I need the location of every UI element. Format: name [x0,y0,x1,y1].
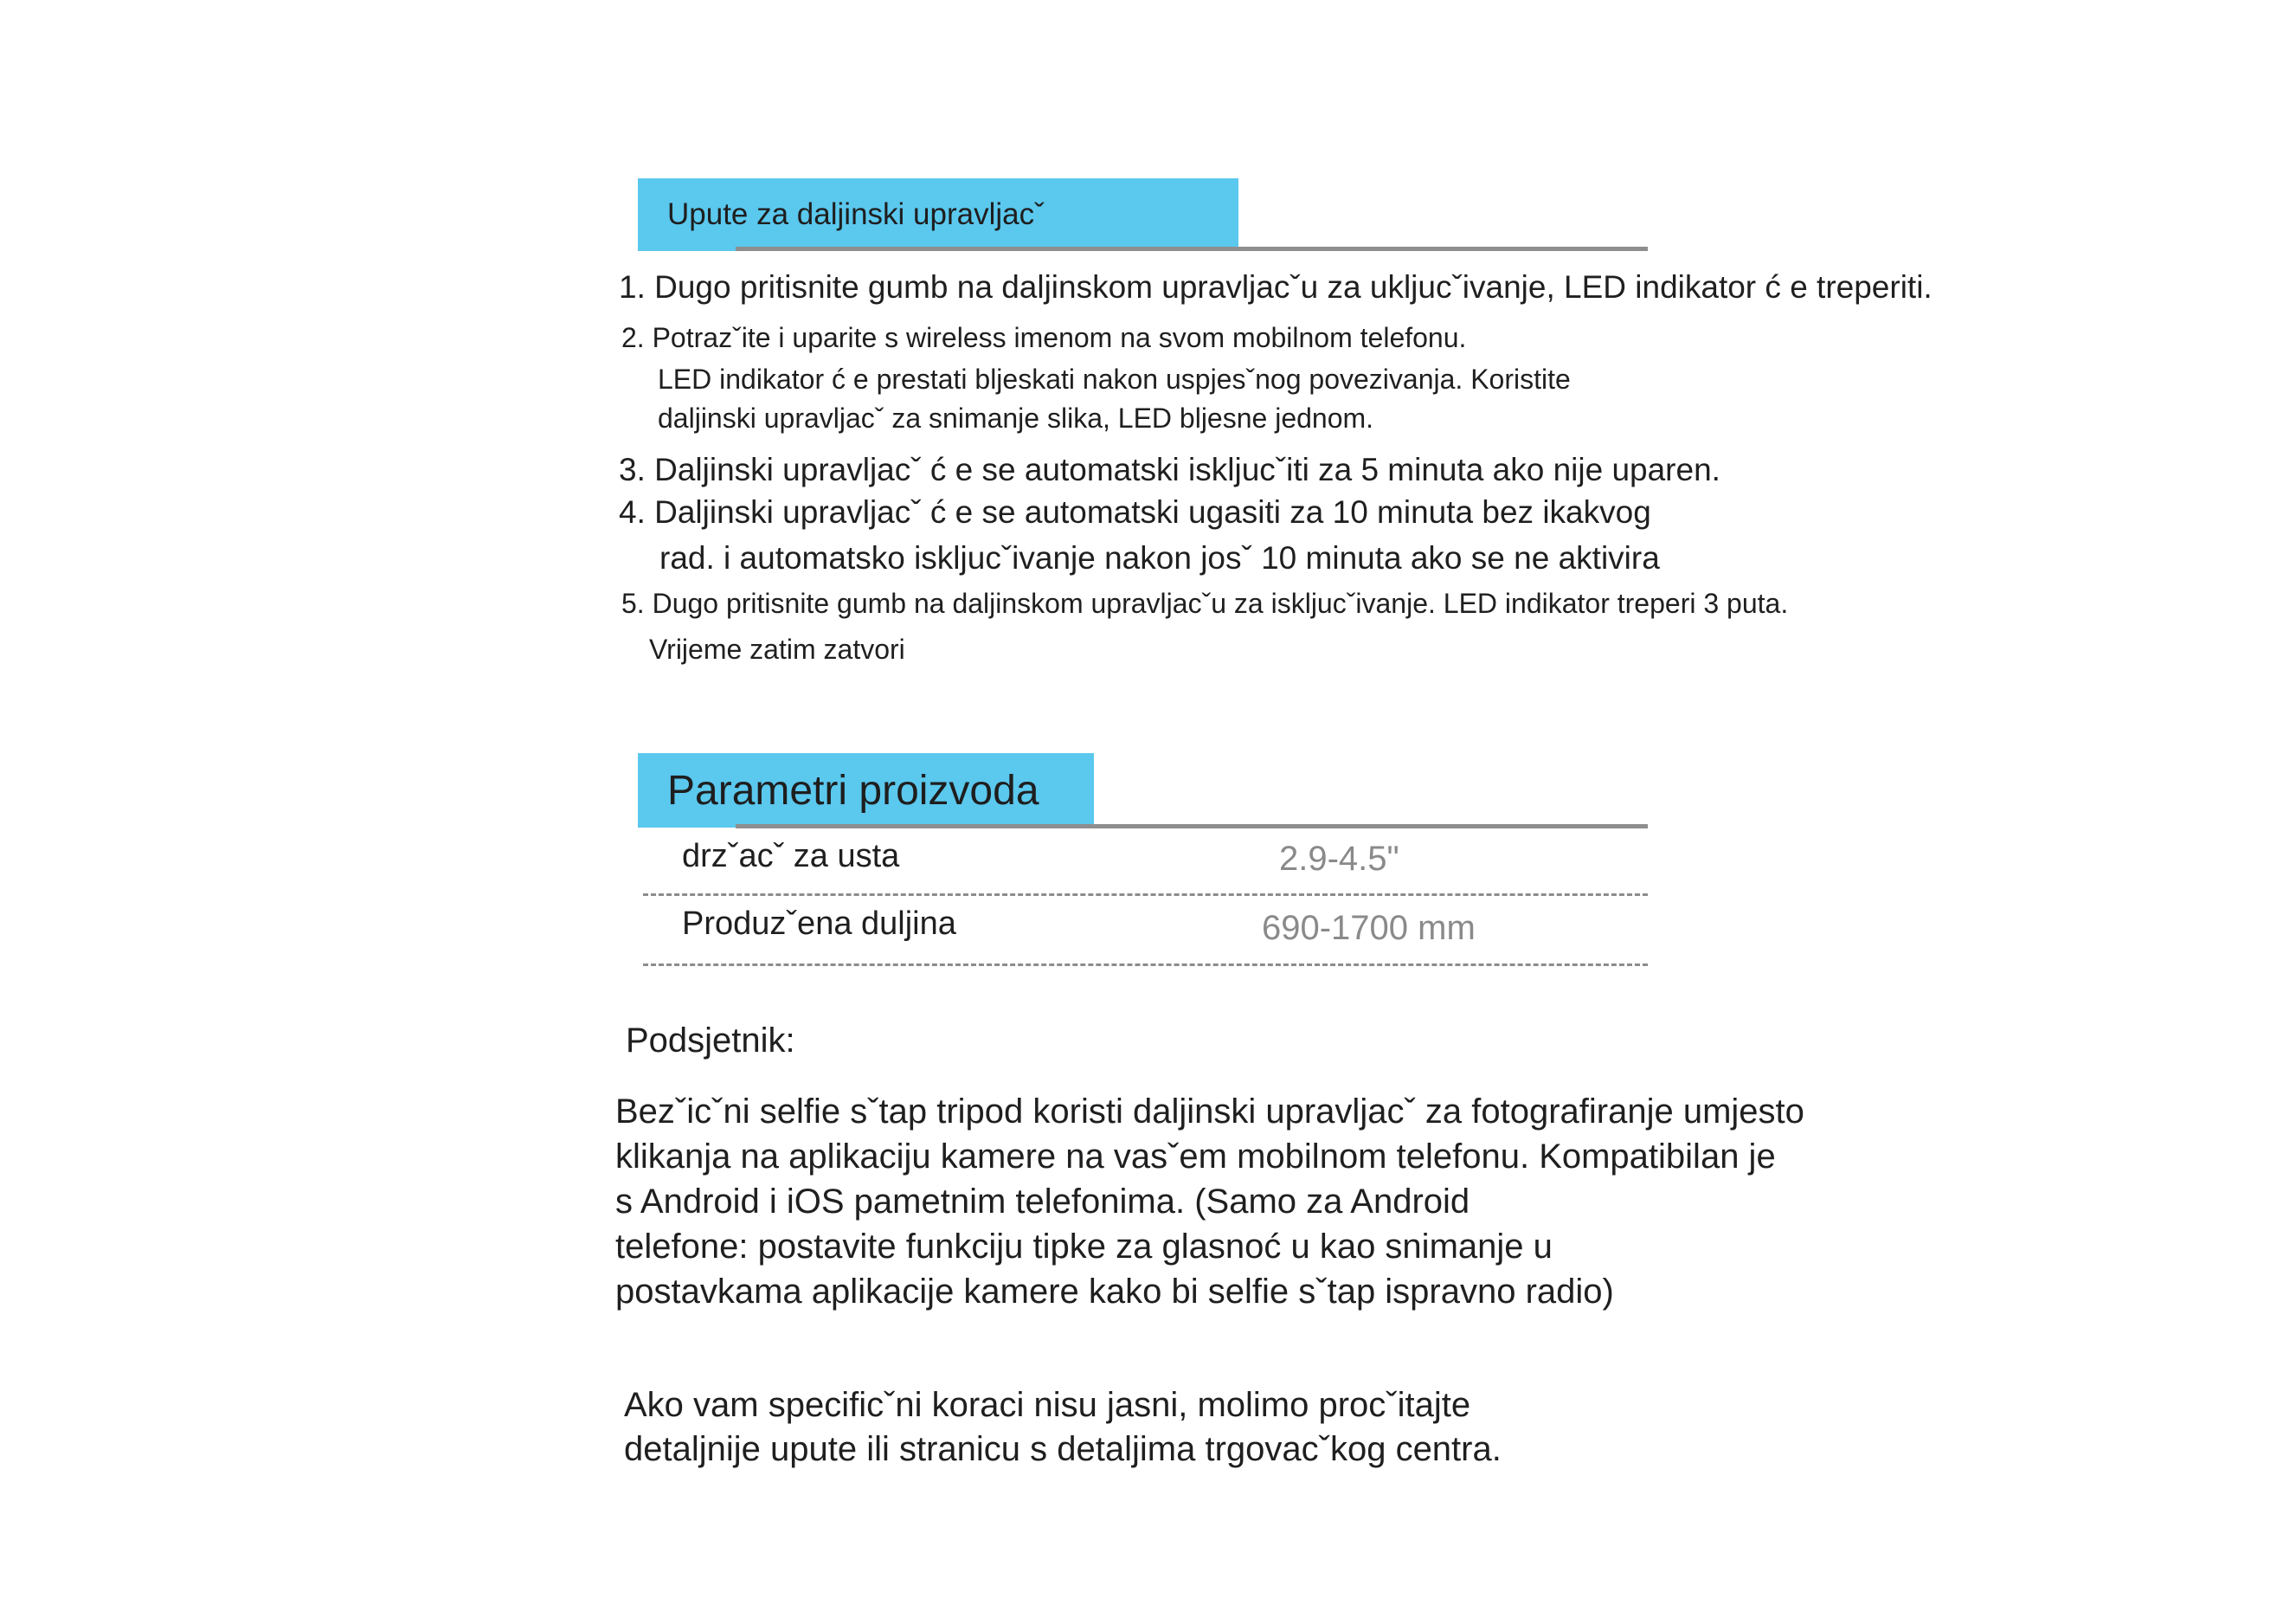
remote-section-rule [736,247,1648,251]
param-label-extended-length: Produzˇena duljina [682,905,956,942]
reminder-paragraph-line: postavkama aplikacije kamere kako bi selfie sˇtap ispravno radio) [615,1273,1614,1311]
closing-note-line: Ako vam specificˇni koraci nisu jasni, molimo procˇitajte [624,1386,1471,1424]
params-section-rule [736,824,1648,828]
instruction-step-1: 1. Dugo pritisnite gumb na daljinskom upravljacˇu za ukljucˇivanje, LED indikator ć e treperiti. [619,269,1933,305]
param-label-mouth-holder: drzˇacˇ za usta [682,838,900,874]
param-value-extended-length: 690-1700 mm [1262,909,1476,947]
param-row-divider [643,893,1648,896]
remote-instructions-title: Upute za daljinski upravljacˇ [638,178,1238,251]
reminder-paragraph-line: s Android i iOS pametnim telefonima. (Samo za Android [615,1183,1470,1221]
instruction-step-2: 2. Potrazˇite i uparite s wireless imenom na svom mobilnom telefonu. [621,322,1467,353]
reminder-paragraph-line: klikanja na aplikaciju kamere na vasˇem mobilnom telefonu. Kompatibilan je [615,1137,1776,1176]
instruction-step-5: 5. Dugo pritisnite gumb na daljinskom upravljacˇu za iskljucˇivanje. LED indikator treperi 3 puta. [621,588,1789,619]
instruction-step-4: 4. Daljinski upravljacˇ ć e se automatski ugasiti za 10 minuta bez ikakvog [619,494,1651,530]
instruction-step-3: 3. Daljinski upravljacˇ ć e se automatski iskljucˇiti za 5 minuta ako nije uparen. [619,452,1720,487]
instruction-step-2-continued-2: daljinski upravljacˇ za snimanje slika, LED bljesne jednom. [658,403,1374,434]
instruction-step-5-continued: Vrijeme zatim zatvori [649,634,905,665]
param-value-mouth-holder: 2.9-4.5" [1279,840,1399,878]
reminder-paragraph-line: telefone: postavite funkciju tipke za glasnoć u kao snimanje u [615,1228,1553,1266]
instruction-step-2-continued: LED indikator ć e prestati bljeskati nakon uspjesˇnog povezivanja. Koristite [658,364,1571,395]
reminder-title: Podsjetnik: [626,1021,795,1060]
param-row-divider [643,963,1648,966]
product-parameters-title: Parametri proizvoda [638,753,1094,828]
closing-note-line: detaljnije upute ili stranicu s detaljima trgovacˇkog centra. [624,1430,1502,1468]
reminder-paragraph-line: Bezˇicˇni selfie sˇtap tripod koristi daljinski upravljacˇ za fotografiranje umjesto [615,1092,1804,1131]
instruction-step-4-continued: rad. i automatsko iskljucˇivanje nakon josˇ 10 minuta ako se ne aktivira [659,540,1660,576]
